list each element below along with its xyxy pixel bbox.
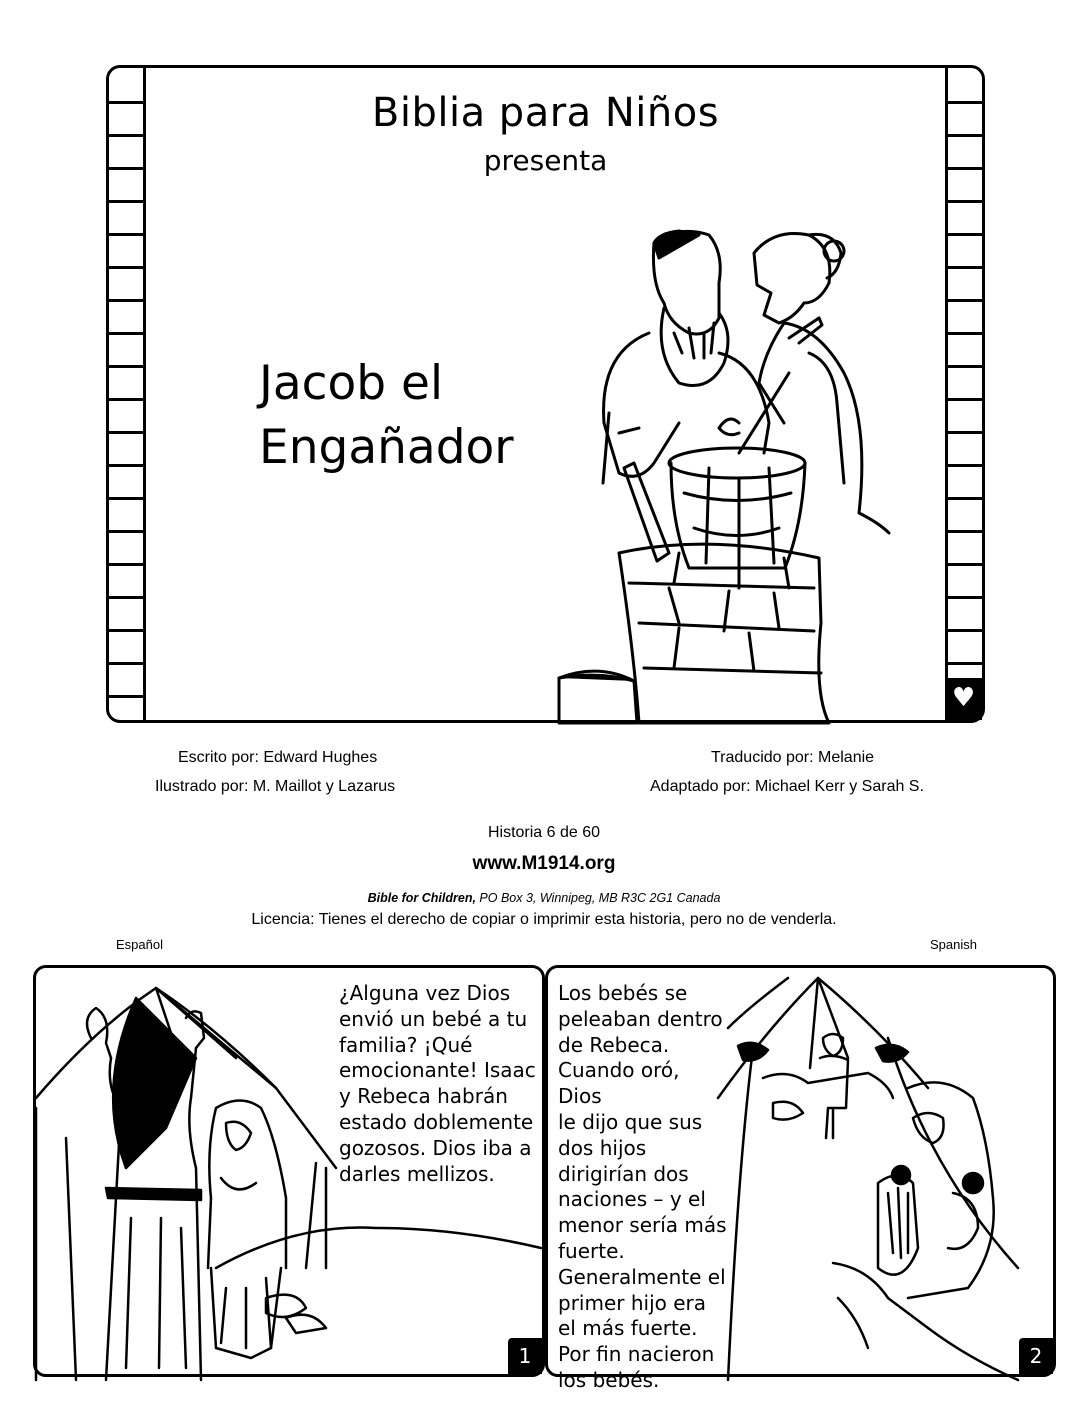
page-number-1: 1 <box>508 1338 542 1374</box>
story-number: Historia 6 de 60 <box>487 824 601 841</box>
address-org: Bible for Children, <box>367 891 476 905</box>
license-text: Licencia: Tienes el derecho de copiar o imprimir esta historia, pero no de venderla. <box>251 911 837 928</box>
adapter-credit: Adaptado por: Michael Kerr y Sarah S. <box>650 778 924 795</box>
address-rest: PO Box 3, Winnipeg, MB R3C 2G1 Canada <box>475 891 721 905</box>
heart-icon: ♥ <box>945 678 982 720</box>
panel-1-text: ¿Alguna vez Dios envió un bebé a tu familia? ¡Qué emocionante! Isaac y Rebeca habrán estado doblemente gozosos. Dios iba a darles mellizos. <box>339 981 536 1186</box>
series-title: Biblia para Niños <box>371 90 720 136</box>
author-credit: Escrito por: Edward Hughes <box>178 749 378 766</box>
story-title-line-1: Jacob el <box>259 356 444 411</box>
language-english: Spanish <box>930 937 977 952</box>
translator-credit: Traducido por: Melanie <box>711 749 875 766</box>
panel-2-text: Los bebés se peleaban dentro de Rebeca. Cuando oró, Dios le dijo que sus dos hijos dirigirían dos naciones – y el menor sería más fuerte. Generalmente el primer hijo era el más fuerte. Por fin nacieron los bebés. <box>558 981 727 1392</box>
story-panel-2 <box>545 965 1056 1392</box>
cover-illustration <box>559 223 959 723</box>
story-title-line-2: Engañador <box>259 420 514 475</box>
cover-frame <box>106 65 985 723</box>
page-number-2: 2 <box>1019 1338 1053 1374</box>
presenta-label: presenta <box>483 144 608 177</box>
story-panel-1 <box>33 965 545 1377</box>
illustrator-credit: Ilustrado por: M. Maillot y Lazarus <box>155 778 396 795</box>
language-native: Español <box>116 937 163 952</box>
postal-address <box>0 891 1088 905</box>
website-link[interactable]: www.M1914.org <box>472 853 616 874</box>
story-title <box>259 352 559 480</box>
